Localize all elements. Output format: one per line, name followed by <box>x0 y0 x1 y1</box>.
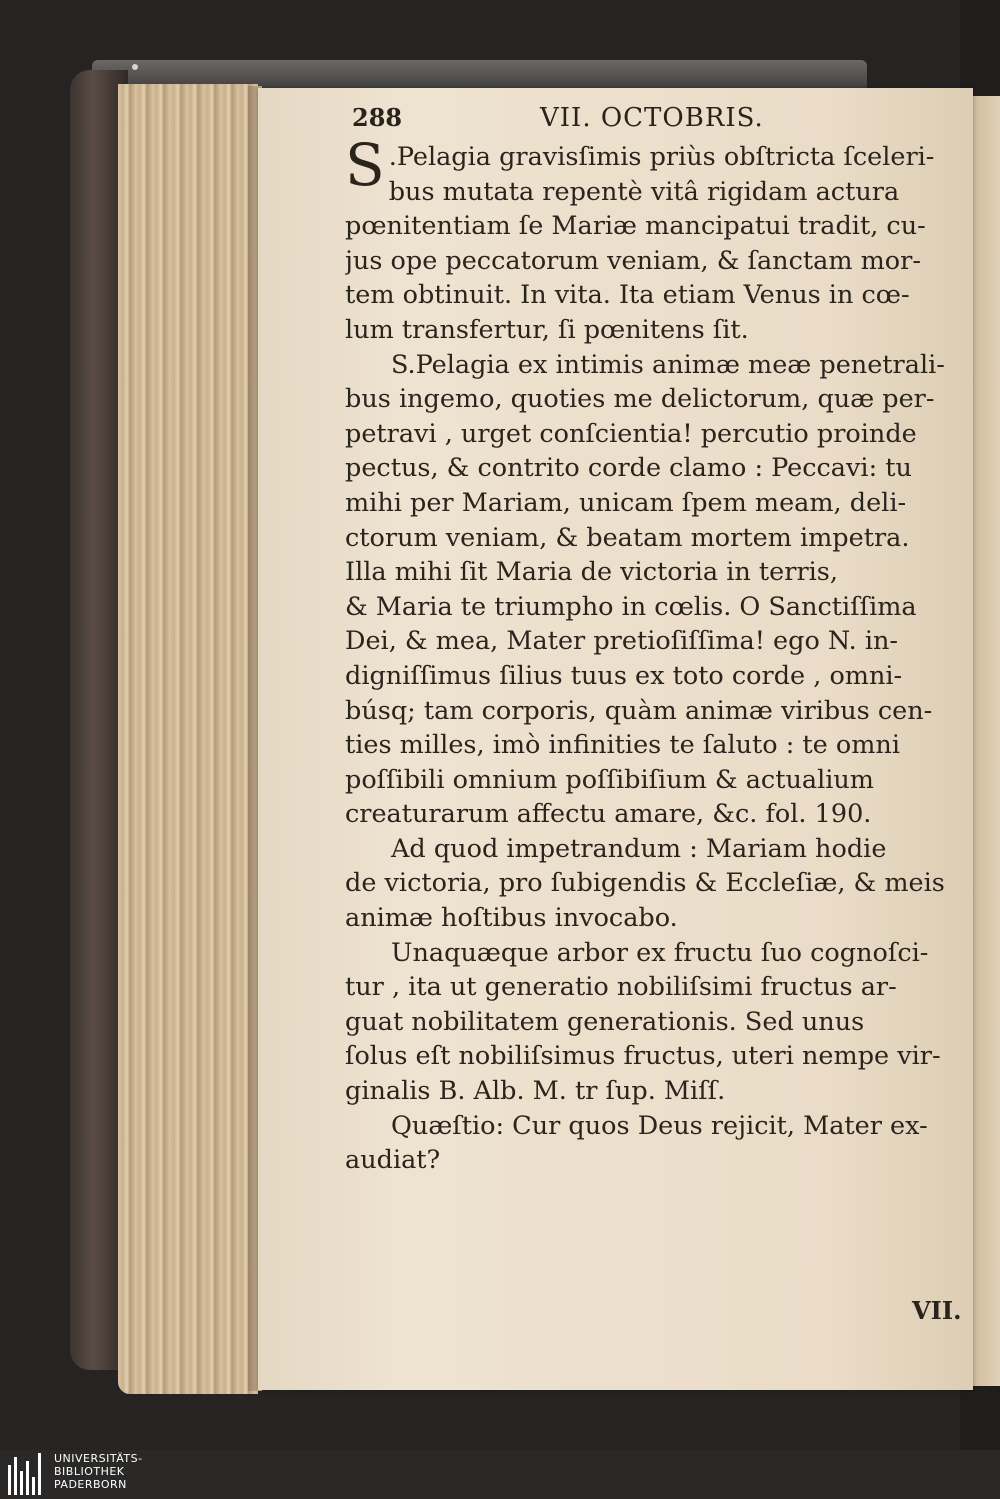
text-line: guat nobilitatem generationis. Sed unus <box>345 1006 865 1037</box>
university-library-logo-icon <box>8 1453 48 1495</box>
text-line: Unaquæque arbor ex fructu ſuo cognoſci- <box>391 937 929 968</box>
running-head: VII. OCTOBRIS. <box>540 103 764 133</box>
text-line: búsq; tam corporis, quàm animæ viribus cen- <box>345 695 933 726</box>
text-line: jus ope peccatorum veniam, & ſanctam mor- <box>345 245 921 276</box>
text-line: ſolus eſt nobiliſsimus fructus, uteri nempe vir- <box>345 1041 941 1072</box>
text-line: ctorum veniam, & beatam mortem impetra. <box>345 522 910 553</box>
text-line: poſſibili omnium poſſibiſium & actualium <box>345 764 874 795</box>
library-name-line: BIBLIOTHEK <box>54 1465 125 1478</box>
text-line: digniſſimus ſilius tuus ex toto corde , omni- <box>345 660 903 691</box>
text-line: S.Pelagia ex intimis animæ meæ penetrali- <box>391 349 945 380</box>
text-line: animæ hoſtibus invocabo. <box>345 903 678 934</box>
library-name <box>54 1452 143 1491</box>
text-line: bus mutata repentè vitâ rigidam actura <box>388 176 900 207</box>
paragraph-1 <box>345 131 961 348</box>
text-line: pœnitentiam ſe Mariæ mancipatui tradit, cu- <box>345 211 926 242</box>
catchword: VII. <box>912 1296 962 1325</box>
footer-bar <box>0 1450 1000 1499</box>
page-stack-edge <box>118 84 258 1394</box>
text-line: Quæſtio: Cur quos Deus rejicit, Mater ex- <box>391 1110 928 1141</box>
text-line: .Pelagia gravisſimis priùs obſtricta ſceleri- <box>388 142 935 172</box>
text-line: & Maria te triumpho in cœlis. O Sanctiſſima <box>345 591 917 622</box>
text-line: Ad quod impetrandum : Mariam hodie <box>391 833 887 864</box>
paragraph-2 <box>345 348 961 832</box>
text-line: de victoria, pro ſubigendis & Eccleſiæ, & meis <box>345 868 945 899</box>
page-body <box>345 131 961 1178</box>
text-line: creaturarum affectu amare, &c. fol. 190. <box>345 799 872 830</box>
text-line: ties milles, imò infinities te ſaluto : te omni <box>345 730 900 761</box>
library-name-line: PADERBORN <box>54 1478 127 1491</box>
text-line: petravi , urget conſcientia! percutio proinde <box>345 418 917 449</box>
text-line: Dei, & mea, Mater pretioſiſſima! ego N. in- <box>345 626 899 657</box>
text-line: audiat? <box>345 1145 441 1176</box>
text-line: lum transfertur, ſi pœnitens ſit. <box>345 314 749 345</box>
paragraph-3 <box>345 832 961 936</box>
library-name-line: UNIVERSITÄTS- <box>54 1452 143 1465</box>
text-line: ginalis B. Alb. M. tr ſup. Miſſ. <box>345 1076 726 1107</box>
text-line: tem obtinuit. In vita. Ita etiam Venus in cœ- <box>345 280 910 311</box>
text-line: pectus, & contrito corde clamo : Peccavi: tu <box>345 453 912 484</box>
page-header <box>352 103 962 143</box>
text-line: bus ingemo, quoties me delictorum, quæ per- <box>345 384 935 415</box>
paragraph-5 <box>345 1109 961 1178</box>
cover-dot <box>132 64 138 70</box>
text-line: mihi per Mariam, unicam ſpem meam, deli- <box>345 487 907 518</box>
page-number: 288 <box>352 103 403 132</box>
text-line: tur , ita ut generatio nobiliſsimi fructus ar- <box>345 972 897 1003</box>
drop-cap: S <box>345 131 385 199</box>
text-line: Illa mihi ſit Maria de victoria in terris, <box>345 557 838 588</box>
paragraph-4 <box>345 936 961 1109</box>
